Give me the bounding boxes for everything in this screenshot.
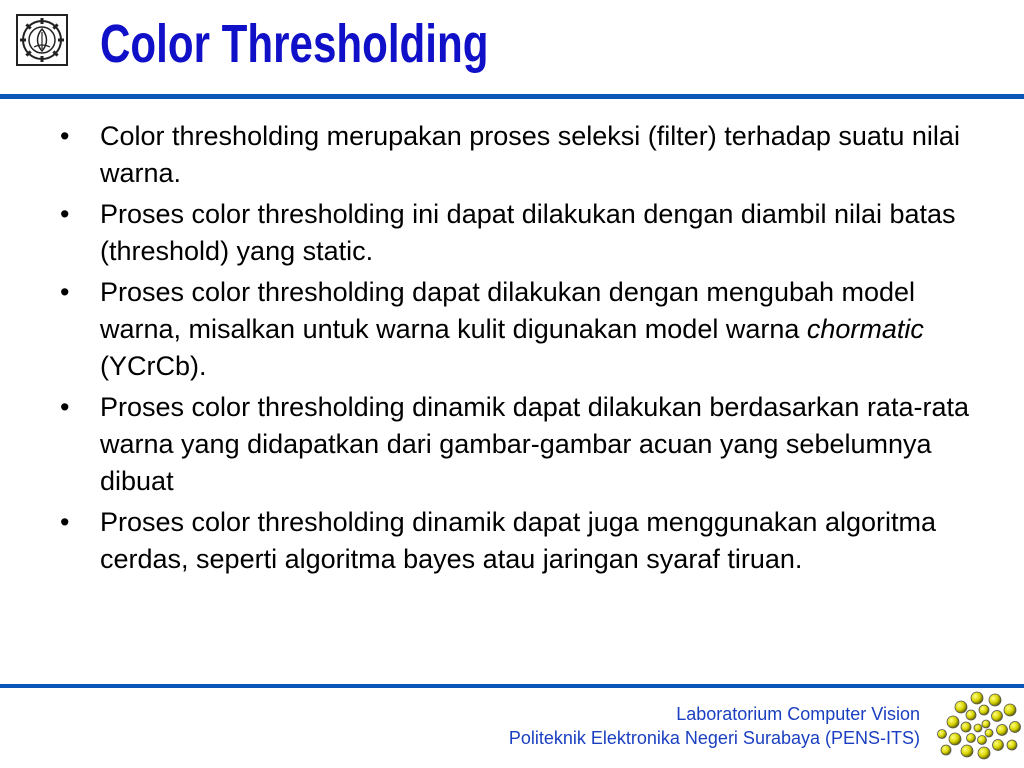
list-item <box>60 389 980 500</box>
bullet-list <box>60 118 980 582</box>
bullet-text: Color thresholding merupakan proses seleksi (filter) terhadap suatu nilai warna. <box>100 121 960 188</box>
footer-divider <box>0 684 1024 688</box>
footer <box>509 702 920 750</box>
bullet-text <box>100 277 924 381</box>
bullet-marker: • <box>60 277 70 307</box>
bullet-marker: • <box>60 121 70 151</box>
page-title: Color Thresholding <box>100 14 489 74</box>
bullet-text-start: Proses color thresholding dapat dilakukan dengan mengubah model warna, misalkan untuk warna kulit digunakan model warna <box>100 277 916 344</box>
footer-lab-name: Laboratorium Computer Vision <box>676 704 920 724</box>
bullet-marker: • <box>60 199 70 229</box>
bullet-text-emphasis: chormatic <box>806 314 924 344</box>
list-item <box>60 196 980 270</box>
bullet-text-end: (YCrCb). <box>100 351 207 381</box>
bullet-text: Proses color thresholding ini dapat dilakukan dengan diambil nilai batas (threshold) yang static. <box>100 199 956 266</box>
spiral-dots-logo-icon <box>934 688 1022 768</box>
list-item <box>60 504 980 578</box>
list-item <box>60 274 980 385</box>
institution-seal-icon <box>16 14 68 66</box>
bullet-text: Proses color thresholding dinamik dapat juga menggunakan algoritma cerdas, seperti algoritma bayes atau jaringan syaraf tiruan. <box>100 507 936 574</box>
bullet-marker: • <box>60 507 70 537</box>
bullet-marker: • <box>60 392 70 422</box>
title-divider <box>0 94 1024 99</box>
footer-institution: Politeknik Elektronika Negeri Surabaya (PENS-ITS) <box>508 728 920 748</box>
bullet-text: Proses color thresholding dinamik dapat dilakukan berdasarkan rata-rata warna yang didapatkan dari gambar-gambar acuan yang sebelumnya dibuat <box>100 392 969 496</box>
list-item <box>60 118 980 192</box>
